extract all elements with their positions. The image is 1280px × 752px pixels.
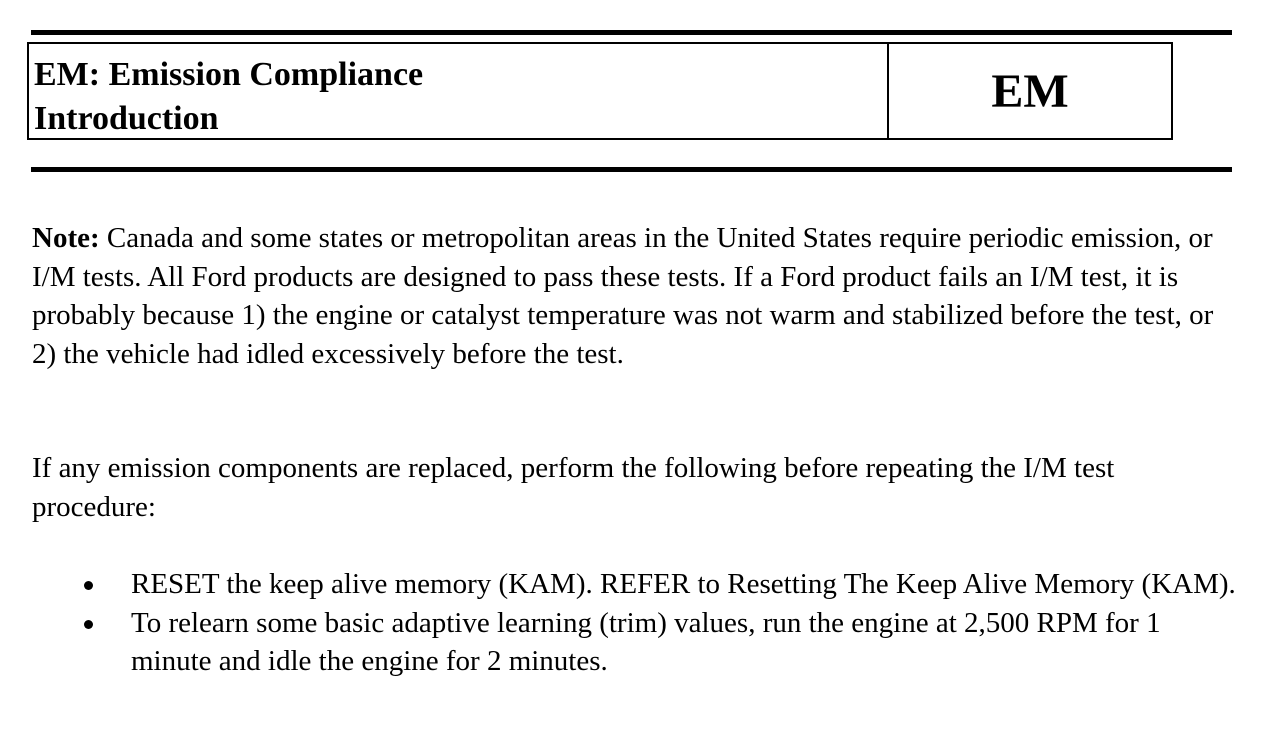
procedure-list bbox=[0, 565, 1240, 681]
section-code: EM bbox=[991, 64, 1069, 118]
list-item-text: RESET the keep alive memory (KAM). REFER to Resetting The Keep Alive Memory (KAM). bbox=[131, 568, 1236, 600]
note-text: Canada and some states or metropolitan areas in the United States require periodic emission, or I/M tests. All Ford products are designed to pass these tests. If a Ford product fails an I/M test, it is probably because 1) the engine or catalyst temperature was not warm and stabilized before the test, or 2) the vehicle had idled excessively before the test. bbox=[32, 222, 1214, 370]
list-item bbox=[0, 565, 1240, 604]
section-header bbox=[27, 42, 1173, 140]
bullet-icon bbox=[84, 620, 93, 629]
intro-paragraph: If any emission components are replaced, perform the following before repeating the I/M test procedure: bbox=[32, 452, 1115, 523]
section-title-line2: Introduction bbox=[34, 100, 219, 137]
note-label: Note: bbox=[32, 222, 100, 254]
header-top-rule bbox=[31, 30, 1232, 35]
section-title-line1: EM: Emission Compliance bbox=[34, 56, 424, 93]
section-title bbox=[29, 44, 889, 138]
list-item bbox=[0, 604, 1240, 681]
note-paragraph bbox=[32, 219, 1232, 373]
header-bottom-rule bbox=[31, 167, 1232, 172]
bullet-icon bbox=[84, 581, 93, 590]
list-item-text: To relearn some basic adaptive learning (trim) values, run the engine at 2,500 RPM for 1 minute and idle the engine for 2 minutes. bbox=[131, 606, 1161, 677]
